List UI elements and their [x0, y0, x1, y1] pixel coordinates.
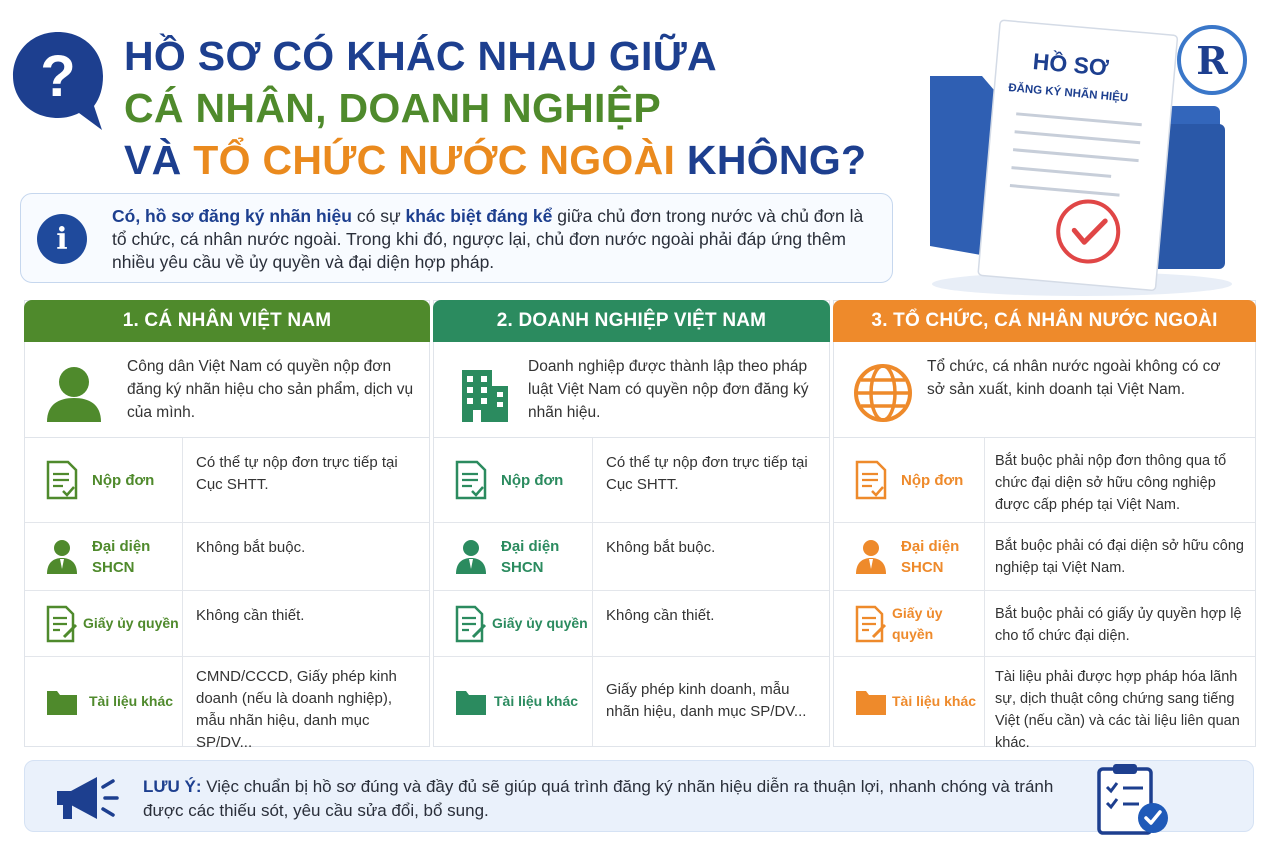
brand-logo-icon — [1179, 27, 1245, 93]
note-body: Việc chuẩn bị hồ sơ đúng và đầy đủ sẽ giúp quá trình đăng ký nhãn hiệu diễn ra thuận lợi, nhanh chóng và tránh được các thiếu sót, yêu cầu sửa đổi, bổ sung. — [143, 777, 1054, 820]
row-value: Bắt buộc phải có đại diện sở hữu công nghiệp tại Việt Nam. — [995, 538, 1244, 576]
document-icon — [854, 460, 888, 500]
row-label: Đại diện SHCN — [901, 537, 960, 576]
title-line-3-c: KHÔNG? — [686, 137, 867, 183]
column-intro — [25, 342, 429, 438]
megaphone-icon — [51, 773, 119, 823]
row-value: Có thể tự nộp đơn trực tiếp tại Cục SHTT. — [606, 454, 808, 493]
row-submit — [434, 438, 829, 523]
row-submit — [25, 438, 429, 523]
row-other-documents — [434, 657, 829, 746]
question-mark: ? — [40, 44, 76, 109]
row-value: Có thể tự nộp đơn trực tiếp tại Cục SHTT. — [196, 454, 398, 493]
intro-text: Tổ chức, cá nhân nước ngoài không có cơ sở sản xuất, kinh doanh tại Việt Nam. — [927, 358, 1221, 398]
column-intro — [434, 342, 829, 438]
doc-title: HỒ SƠ — [1031, 48, 1110, 81]
row-label: Giấy ủy quyền — [492, 615, 588, 631]
folder-icon — [854, 687, 888, 717]
row-value: Tài liệu phải được hợp pháp hóa lãnh sự, dịch thuật công chứng sang tiếng Việt (nếu cần) và các tài liệu liên quan khác. — [995, 669, 1240, 751]
row-label: Tài liệu khác — [892, 693, 977, 709]
row-authorization — [25, 591, 429, 657]
folder-icon — [454, 687, 488, 717]
row-label: Đại diện SHCN — [501, 537, 560, 576]
svg-text:R: R — [1196, 38, 1228, 83]
representative-icon — [45, 539, 79, 575]
document-icon — [45, 460, 79, 500]
row-value: Bắt buộc phải có giấy ủy quyền hợp lệ cho tổ chức đại diện. — [995, 606, 1242, 644]
doc-subtitle: ĐĂNG KÝ NHÃN HIỆU — [1007, 82, 1129, 105]
document-folder-illustration — [912, 14, 1252, 304]
row-authorization — [434, 591, 829, 657]
row-value: Bắt buộc phải nộp đơn thông qua tổ chức đại diện sở hữu công nghiệp được cấp phép tại Việt Nam. — [995, 453, 1227, 513]
representative-icon — [454, 539, 488, 575]
authorization-document-icon — [454, 605, 488, 643]
representative-icon — [854, 539, 888, 575]
title-line-3 — [124, 134, 866, 186]
info-icon: i — [37, 214, 87, 264]
row-value: CMND/CCCD, Giấy phép kinh doanh (nếu là doanh nghiệp), mẫu nhãn hiệu, danh mục SP/DV... — [196, 668, 397, 751]
row-other-documents — [834, 657, 1255, 751]
note-label: LƯU Ý: — [143, 777, 202, 796]
globe-icon — [852, 362, 914, 424]
row-value: Không cần thiết. — [196, 607, 305, 624]
title-line-3-a: VÀ — [124, 137, 182, 183]
row-label: Tài liệu khác — [89, 693, 174, 709]
person-icon — [43, 362, 105, 424]
row-representative — [434, 523, 829, 591]
authorization-document-icon — [45, 605, 79, 643]
title-line-1: HỒ SƠ CÓ KHÁC NHAU GIỮA — [124, 33, 717, 79]
row-value: Giấy phép kinh doanh, mẫu nhãn hiệu, danh mục SP/DV... — [606, 681, 807, 720]
row-representative — [834, 523, 1255, 591]
title-line-3-b: TỔ CHỨC NƯỚC NGOÀI — [193, 137, 676, 183]
authorization-document-icon — [854, 605, 888, 643]
info-bold-lead: Có, hồ sơ đăng ký nhãn hiệu — [112, 206, 352, 226]
row-representative — [25, 523, 429, 591]
page-title — [124, 30, 866, 186]
info-text-2: giữa chủ đơn trong nước và chủ đơn là tổ chức, cá nhân nước ngoài. Trong khi đó, ngược lại, chủ đơn nước ngoài phải đáp ứng thêm nhiều yêu cầu về ủy quyền và đại diện hợp pháp. — [112, 206, 864, 272]
row-label: Tài liệu khác — [494, 693, 579, 709]
column-vietnam-enterprise — [433, 300, 830, 747]
column-intro — [834, 342, 1255, 438]
row-submit — [834, 438, 1255, 523]
row-label: Nộp đơn — [92, 471, 155, 489]
checklist-clipboard-icon — [1095, 761, 1170, 837]
column-individual-vietnam — [24, 300, 430, 751]
info-text-1: có sự — [356, 206, 401, 226]
question-bubble-icon — [8, 28, 108, 134]
folder-icon — [45, 687, 79, 717]
row-value: Không cần thiết. — [606, 607, 715, 624]
intro-text: Doanh nghiệp được thành lập theo pháp luật Việt Nam có quyền nộp đơn đăng ký nhãn hiệu. — [528, 358, 809, 421]
column-header: 1. CÁ NHÂN VIỆT NAM — [24, 300, 430, 342]
column-header: 2. DOANH NGHIỆP VIỆT NAM — [433, 300, 830, 342]
column-header: 3. TỔ CHỨC, CÁ NHÂN NƯỚC NGOÀI — [833, 300, 1256, 342]
row-label: Nộp đơn — [901, 471, 964, 489]
document-icon — [454, 460, 488, 500]
title-line-2: CÁ NHÂN, DOANH NGHIỆP — [124, 85, 662, 131]
column-foreign-entity — [833, 300, 1256, 751]
note-box — [24, 760, 1254, 832]
info-bold-mid: khác biệt đáng kể — [405, 206, 553, 226]
building-icon — [452, 362, 514, 424]
intro-text: Công dân Việt Nam có quyền nộp đơn đăng ký nhãn hiệu cho sản phẩm, dịch vụ của mình. — [127, 358, 414, 421]
row-label: Nộp đơn — [501, 471, 564, 489]
row-value: Không bắt buộc. — [606, 539, 716, 556]
row-value: Không bắt buộc. — [196, 539, 306, 556]
row-other-documents — [25, 657, 429, 751]
row-label: Đại diện SHCN — [92, 537, 151, 576]
note-text — [143, 775, 1063, 823]
info-text — [112, 205, 882, 274]
row-authorization — [834, 591, 1255, 657]
row-label: Giấy ủy quyền — [892, 604, 943, 642]
info-box — [20, 193, 893, 283]
row-label: Giấy ủy quyền — [83, 615, 179, 631]
